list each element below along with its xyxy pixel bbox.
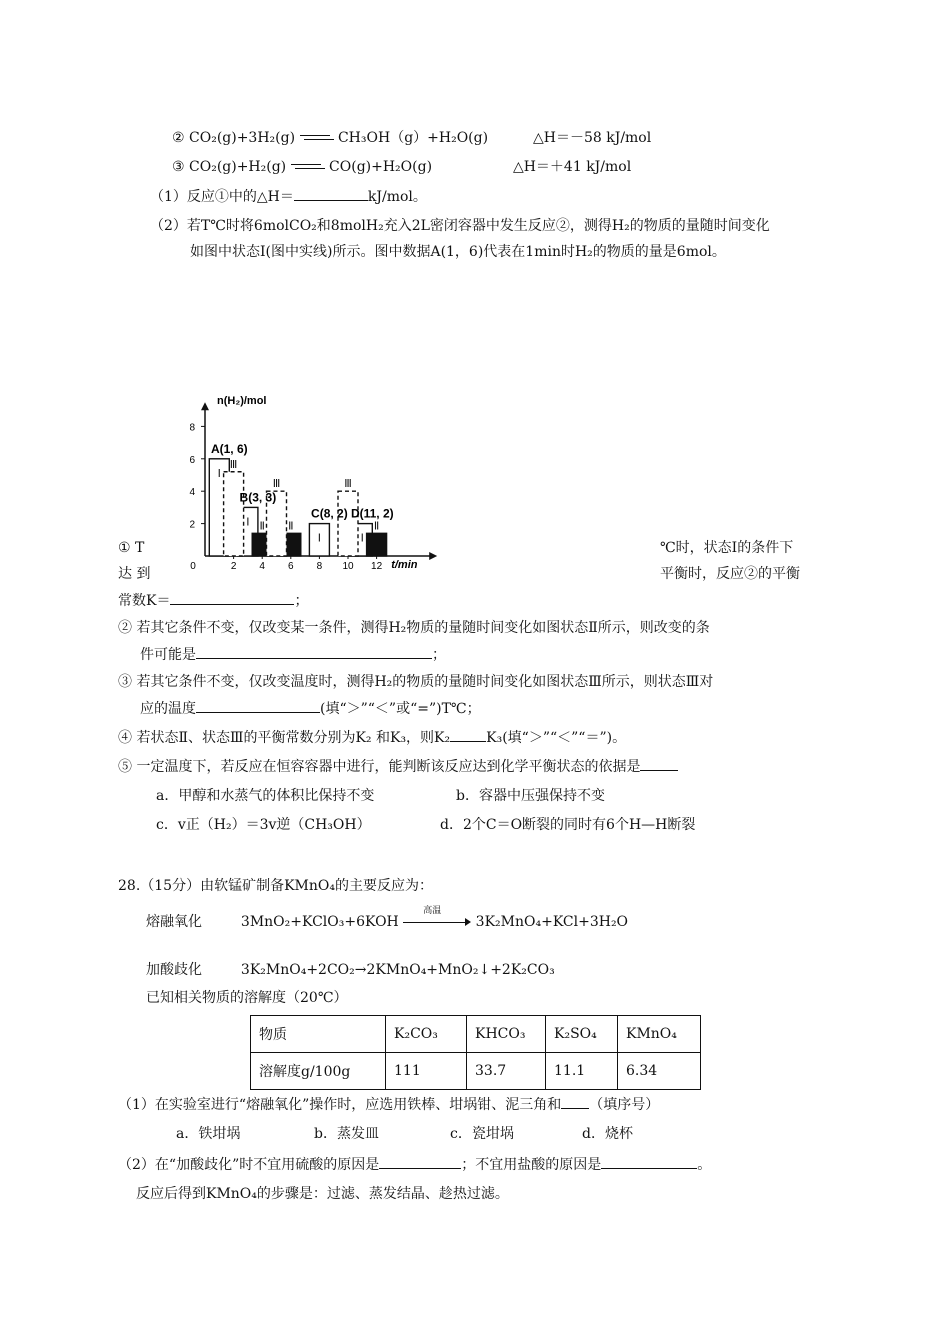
x-axis-arrow-icon — [429, 552, 437, 560]
sub4-line: ④ 若状态Ⅱ、状态Ⅲ的平衡常数分别为K₂ 和K₃，则K₂ K₃(填“＞”“＜”“＝”)。 — [118, 727, 626, 748]
sub5-opt-d: d．2个C＝O断裂的同时有6个H—H断裂 — [440, 817, 696, 833]
sub3-line1: ③ 若其它条件不变，仅改变温度时，测得H₂的物质的量随时间变化如图状态Ⅲ所示，则状态Ⅲ对 — [118, 674, 714, 690]
table-cell: K₂SO₄ — [546, 1016, 618, 1053]
q28-p1: （1）在实验室进行“熔融氧化”操作时，应选用铁棒、坩埚钳、泥三角和 （填序号） — [118, 1094, 659, 1115]
answer-blank[interactable] — [196, 644, 432, 659]
equilibrium-arrow-icon — [291, 162, 325, 172]
bar-series-label: Ⅰ — [360, 532, 364, 545]
q28-p3: 反应后得到KMnO₄的步骤是：过滤、蒸发结晶、趁热过滤。 — [136, 1186, 509, 1202]
question-2-line2: 如图中状态Ⅰ(图中实线)所示。图中数据A(1，6)代表在1min时H₂的物质的量是6mol。 — [190, 244, 726, 260]
table-cell: 33.7 — [467, 1053, 546, 1090]
sub1-left2: 达 到 — [118, 566, 151, 582]
x-tick-label: 8 — [316, 561, 323, 572]
answer-blank[interactable] — [640, 756, 678, 771]
equilibrium-arrow-icon — [300, 133, 334, 143]
x-tick-label: 0 — [190, 561, 196, 572]
point-annotation: A(1, 6) — [210, 441, 248, 456]
sub1-right2: 平衡时，反应②的平衡 — [660, 566, 800, 582]
sub1-line3: 常数K＝ ； — [118, 590, 308, 611]
question-1: （1）反应①中的△H＝ kJ/mol。 — [150, 186, 427, 207]
sub1-right1: ℃时，状态Ⅰ的条件下 — [660, 540, 794, 556]
answer-blank[interactable] — [196, 698, 320, 713]
y-tick-label: 4 — [189, 487, 195, 499]
bar-series-label: Ⅱ — [259, 520, 265, 533]
x-tick-label: 6 — [288, 561, 294, 572]
table-cell: 11.1 — [546, 1053, 618, 1090]
table-cell: KMnO₄ — [618, 1016, 701, 1053]
x-tick-label: 12 — [371, 561, 383, 572]
q28-known: 已知相关物质的溶解度（20℃） — [146, 990, 348, 1006]
bar-series-label: Ⅱ — [373, 520, 380, 533]
bar-series-label: Ⅰ — [246, 516, 250, 529]
bar-series-label: Ⅲ — [229, 458, 238, 471]
table-header-row — [251, 1016, 701, 1053]
q28-step2: 加酸歧化 3K₂MnO₄+2CO₂→2KMnO₄+MnO₂↓+2K₂CO₃ — [146, 962, 555, 978]
q28-p2: （2）在“加酸歧化”时不宜用硫酸的原因是 ；不宜用盐酸的原因是 。 — [118, 1154, 711, 1175]
bar-state-3 — [224, 472, 244, 556]
y-tick-label: 8 — [189, 422, 195, 434]
answer-blank[interactable] — [294, 186, 368, 201]
answer-blank[interactable] — [379, 1154, 461, 1169]
sub2-line1: ② 若其它条件不变，仅改变某一条件，测得H₂物质的量随时间变化如图状态Ⅱ所示，则改变的条 — [118, 620, 710, 636]
q28-p1-opt-c: c．瓷坩埚 — [450, 1126, 514, 1142]
answer-blank[interactable] — [450, 727, 486, 742]
x-axis-label: t/min — [391, 559, 418, 571]
reaction-2: ② CO₂(g)+3H₂(g) CH₃OH（g）+H₂O(g) △H＝－58 kJ/mol — [172, 130, 652, 146]
solubility-table — [250, 1015, 701, 1090]
table-cell: 111 — [386, 1053, 467, 1090]
h2-amount-chart — [180, 360, 650, 580]
answer-blank[interactable] — [170, 590, 294, 605]
bar-series-label: Ⅲ — [272, 478, 281, 491]
table-cell: 物质 — [251, 1016, 386, 1053]
reaction-arrow-icon: 高温 — [403, 915, 471, 929]
x-tick-label: 4 — [259, 561, 265, 572]
question-2-line1: （2）若T℃时将6molCO₂和8molH₂充入2L密闭容器中发生反应②，测得H₂的物质的量随时间变化 — [150, 218, 770, 234]
y-axis-arrow-icon — [201, 402, 209, 410]
table-row — [251, 1053, 701, 1090]
point-annotation: D(11, 2) — [350, 506, 394, 521]
bar-series-label: Ⅲ — [344, 478, 352, 491]
bar-state-2 — [367, 533, 387, 556]
point-annotation: C(8, 2) — [311, 506, 348, 521]
q28-p1-opt-b: b．蒸发皿 — [314, 1126, 379, 1142]
answer-blank[interactable] — [561, 1094, 589, 1109]
bar-series-label: Ⅰ — [317, 532, 322, 545]
table-cell: KHCO₃ — [467, 1016, 546, 1053]
sub5-line: ⑤ 一定温度下，若反应在恒容容器中进行，能判断该反应达到化学平衡状态的依据是 — [118, 756, 678, 777]
y-axis-label: n(H₂)/mol — [217, 395, 267, 408]
sub5-opt-a: a．甲醇和水蒸气的体积比保持不变 — [156, 788, 375, 804]
sub5-opt-b: b．容器中压强保持不变 — [456, 788, 605, 804]
sub2-line2: 件可能是 ； — [140, 644, 446, 665]
point-annotation: B(3, 3) — [239, 490, 277, 505]
q28-step1: 熔融氧化 3MnO₂+KClO₃+6KOH 高温 3K₂MnO₄+KCl+3H₂O — [146, 906, 629, 930]
x-tick-label: 2 — [230, 561, 237, 572]
x-tick-label: 10 — [342, 561, 354, 572]
reaction-3: ③ CO₂(g)+H₂(g) CO(g)+H₂O(g) △H＝＋41 kJ/mol — [172, 159, 632, 175]
q28-title: 28.（15分）由软锰矿制备KMnO₄的主要反应为： — [118, 878, 433, 894]
q28-p1-opt-d: d．烧杯 — [582, 1126, 633, 1142]
bar-series-label: Ⅱ — [288, 520, 294, 533]
table-cell: 溶解度g/100g — [251, 1053, 386, 1090]
table-cell: K₂CO₃ — [386, 1016, 467, 1053]
y-tick-label: 6 — [189, 454, 195, 466]
table-cell: 6.34 — [618, 1053, 701, 1090]
sub5-opt-c: c．v正（H₂）＝3v逆（CH₃OH） — [156, 817, 371, 833]
answer-blank[interactable] — [601, 1154, 697, 1169]
sub1-left1: ① T — [118, 540, 145, 556]
bar-series-label: Ⅰ — [217, 467, 221, 480]
y-tick-label: 2 — [189, 519, 195, 531]
bar-state-3 — [338, 491, 358, 556]
sub3-line2: 应的温度 (填“＞”“＜”或“=”)T℃； — [140, 698, 481, 719]
q28-p1-opt-a: a．铁坩埚 — [176, 1126, 241, 1142]
